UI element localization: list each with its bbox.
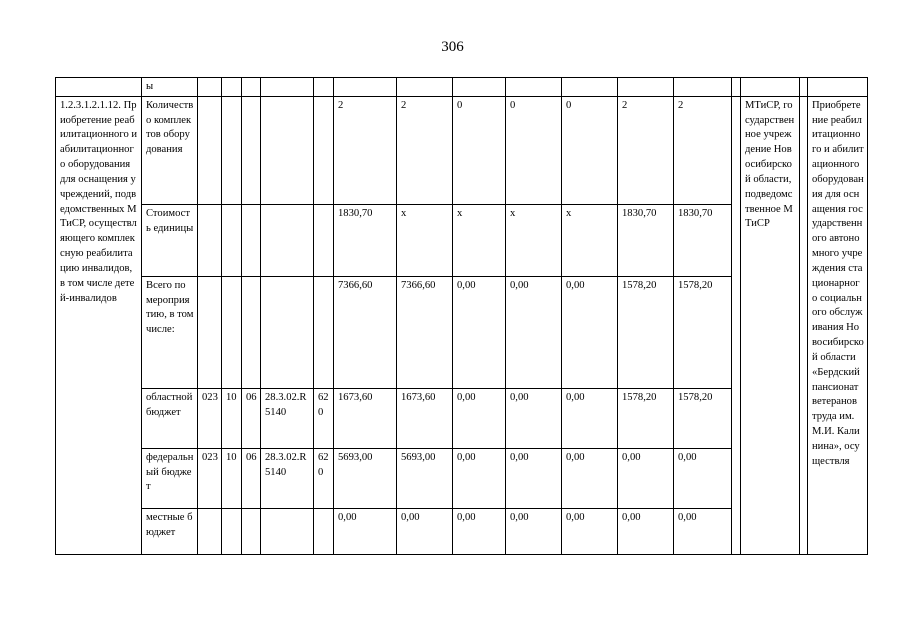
code-cell: 10	[222, 448, 242, 508]
value-cell: 2	[397, 96, 453, 204]
value-cell: х	[506, 204, 562, 276]
code-cell: 06	[242, 448, 261, 508]
value-cell: 0,00	[506, 448, 562, 508]
code-cell: 620	[314, 388, 334, 448]
value-cell: 0	[506, 96, 562, 204]
value-cell: х	[453, 204, 506, 276]
value-cell: 0,00	[562, 508, 618, 554]
value-cell: 7366,60	[397, 276, 453, 388]
value-cell: 1578,20	[674, 276, 732, 388]
value-cell: 0,00	[562, 388, 618, 448]
value-cell: 2	[334, 96, 397, 204]
code-cell: 023	[198, 388, 222, 448]
value-cell: 5693,00	[334, 448, 397, 508]
code-cell: 023	[198, 448, 222, 508]
code-cell: 28.3.02.R5140	[261, 448, 314, 508]
code-cell: 06	[242, 388, 261, 448]
value-cell: 1830,70	[334, 204, 397, 276]
measure-name-cell: 1.2.3.1.2.1.12. Приобретение реабилитационного и абилитационного оборудования для оснащения учреждений, подведомственных МТиСР, осуществляющего комплексную реабилитацию инвалидов, в том числе детей-инвалидов	[56, 96, 142, 554]
spacer-cell	[800, 96, 808, 554]
value-cell: 0	[453, 96, 506, 204]
value-cell: 0,00	[453, 388, 506, 448]
value-cell: 0,00	[506, 276, 562, 388]
continued-row	[56, 78, 868, 97]
value-cell: х	[397, 204, 453, 276]
row-label: Всего по мероприятию, в том числе:	[142, 276, 198, 388]
code-cell: 28.3.02.R5140	[261, 388, 314, 448]
value-cell: 0,00	[674, 448, 732, 508]
cont-indicator-cell: ы	[142, 78, 198, 97]
value-cell: 0,00	[453, 448, 506, 508]
value-cell: 0	[562, 96, 618, 204]
value-cell: 1673,60	[397, 388, 453, 448]
value-cell: 2	[618, 96, 674, 204]
row-label: областной бюджет	[142, 388, 198, 448]
result-cell: Приобретение реабилитационного и абилитационного оборудования для оснащения государственного автономного учреждения стационарного социального обслуживания Новосибирской области «Бердский пансионат ветеранов труда им. М.И. Калинина», осуществля	[808, 96, 868, 554]
page-number: 306	[441, 39, 464, 55]
value-cell: 0,00	[506, 388, 562, 448]
budget-table	[55, 77, 868, 555]
value-cell: 1578,20	[674, 388, 732, 448]
value-cell: 0,00	[506, 508, 562, 554]
cont-name-cell	[56, 78, 142, 97]
value-cell: 5693,00	[397, 448, 453, 508]
value-cell: 0,00	[562, 276, 618, 388]
row-label: Стоимость единицы	[142, 204, 198, 276]
table-row	[56, 96, 868, 204]
value-cell: х	[562, 204, 618, 276]
value-cell: 0,00	[674, 508, 732, 554]
row-label: федеральный бюджет	[142, 448, 198, 508]
value-cell: 0,00	[562, 448, 618, 508]
value-cell: 0,00	[618, 448, 674, 508]
value-cell: 1578,20	[618, 276, 674, 388]
executor-cell: МТиСР, государственное учреждение Новосибирской области, подведомственное МТиСР	[741, 96, 800, 554]
row-label: местные бюджет	[142, 508, 198, 554]
value-cell: 0,00	[397, 508, 453, 554]
code-cell: 620	[314, 448, 334, 508]
value-cell: 1578,20	[618, 388, 674, 448]
value-cell: 0,00	[453, 276, 506, 388]
value-cell: 1830,70	[618, 204, 674, 276]
value-cell: 1830,70	[674, 204, 732, 276]
value-cell: 7366,60	[334, 276, 397, 388]
spacer-cell	[732, 96, 741, 554]
value-cell: 0,00	[334, 508, 397, 554]
value-cell: 1673,60	[334, 388, 397, 448]
row-label: Количество комплектов оборудования	[142, 96, 198, 204]
value-cell: 0,00	[618, 508, 674, 554]
value-cell: 0,00	[453, 508, 506, 554]
value-cell: 2	[674, 96, 732, 204]
code-cell: 10	[222, 388, 242, 448]
